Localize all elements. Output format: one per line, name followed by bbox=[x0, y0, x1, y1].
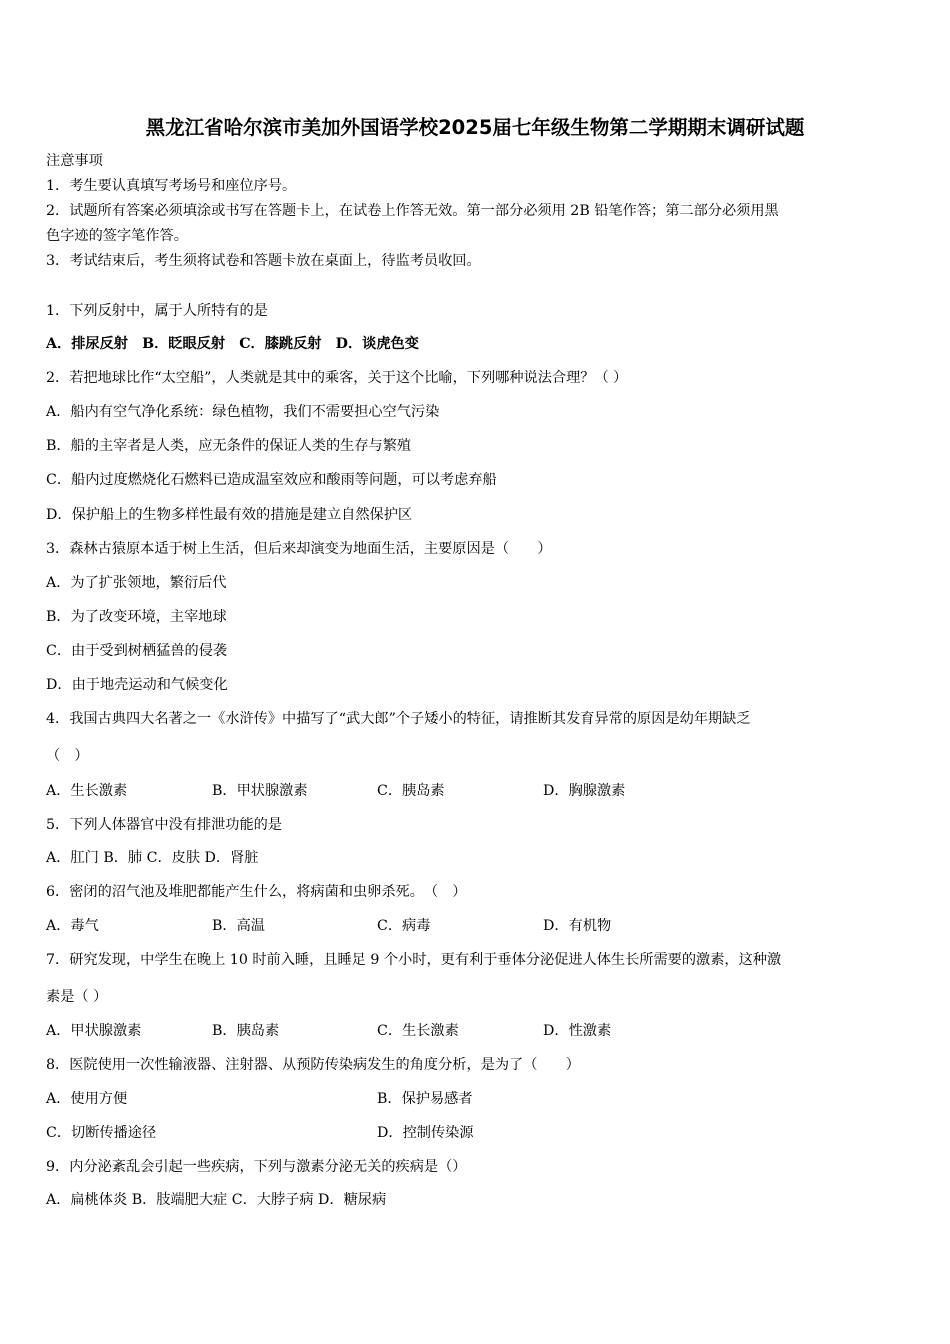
question-stem: 6．密闭的沼气池及堆肥都能产生什么，将病菌和虫卵杀死。 （ ） bbox=[46, 884, 467, 900]
question-options-row bbox=[46, 778, 906, 804]
notice-item: 2．试题所有答案必须填涂或书写在答题卡上，在试卷上作答无效。第一部分必须用 2B 铅笔作答；第二部分必须用黑 bbox=[46, 203, 779, 219]
question-option: A．为了扩张领地，繁衍后代 bbox=[46, 575, 227, 591]
question-stem-continued: 素是（ ） bbox=[46, 989, 108, 1005]
question-option: D．性激素 bbox=[543, 1023, 612, 1039]
question-stem: 7．研究发现，中学生在晚上 10 时前入睡，且睡足 9 个小时，更有利于垂体分泌促进人体生长所需要的激素，这种激 bbox=[46, 952, 782, 968]
question-stem: 2．若把地球比作“太空船”，人类就是其中的乘客，关于这个比喻，下列哪种说法合理？（ ） bbox=[46, 370, 628, 386]
question-option: A．甲状腺激素 bbox=[46, 1023, 142, 1039]
question-option: B．保护易感者 bbox=[377, 1091, 473, 1107]
question-options: A．排尿反射 B．眨眼反射 C．膝跳反射 D．谈虎色变 bbox=[46, 336, 419, 352]
question-options: A．扁桃体炎 B．肢端肥大症 C．大脖子病 D．糖尿病 bbox=[46, 1192, 387, 1208]
question-option: C．病毒 bbox=[377, 918, 431, 934]
question-option: B．甲状腺激素 bbox=[212, 783, 308, 799]
question-option: B．船的主宰者是人类，应无条件的保证人类的生存与繁殖 bbox=[46, 438, 412, 454]
question-option: C．切断传播途径 bbox=[46, 1125, 157, 1141]
question-stem: 5．下列人体器官中没有排泄功能的是 bbox=[46, 817, 283, 833]
question-stem: 1．下列反射中，属于人所特有的是 bbox=[46, 303, 268, 319]
question-option: C．生长激素 bbox=[377, 1023, 459, 1039]
question-option: B．胰岛素 bbox=[212, 1023, 280, 1039]
question-options-row bbox=[46, 1086, 906, 1112]
question-option: D．控制传染源 bbox=[377, 1125, 474, 1141]
question-option: A．生长激素 bbox=[46, 783, 128, 799]
question-option: C．由于受到树栖猛兽的侵袭 bbox=[46, 643, 228, 659]
question-option: A．船内有空气净化系统：绿色植物，我们不需要担心空气污染 bbox=[46, 404, 440, 420]
question-stem: 4．我国古典四大名著之一《水浒传》中描写了“武大郎”个子矮小的特征，请推断其发育异常的原因是幼年期缺乏 bbox=[46, 711, 751, 727]
page-title: 黑龙江省哈尔滨市美加外国语学校2025届七年级生物第二学期期末调研试题 bbox=[145, 116, 805, 139]
question-option: A．毒气 bbox=[46, 918, 99, 934]
question-option: C．船内过度燃烧化石燃料已造成温室效应和酸雨等问题，可以考虑弃船 bbox=[46, 472, 497, 488]
question-stem-continued: （ ） bbox=[46, 748, 89, 764]
question-options-row bbox=[46, 1120, 906, 1146]
question-options-row bbox=[46, 913, 906, 939]
question-options-row bbox=[46, 1018, 906, 1044]
notice-item: 3．考试结束后，考生须将试卷和答题卡放在桌面上，待监考员收回。 bbox=[46, 253, 481, 269]
question-option: C．胰岛素 bbox=[377, 783, 445, 799]
question-option: D．胸腺激素 bbox=[543, 783, 626, 799]
question-option: D．有机物 bbox=[543, 918, 612, 934]
question-option: B．为了改变环境，主宰地球 bbox=[46, 609, 227, 625]
question-stem: 8．医院使用一次性输液器、注射器、从预防传染病发生的角度分析，是为了（ ） bbox=[46, 1057, 580, 1073]
question-option: B．高温 bbox=[212, 918, 265, 934]
question-stem: 3．森林古猿原本适于树上生活，但后来却演变为地面生活，主要原因是（ ） bbox=[46, 541, 552, 557]
question-option: D．保护船上的生物多样性最有效的措施是建立自然保护区 bbox=[46, 507, 413, 523]
notice-item: 1．考生要认真填写考场号和座位序号。 bbox=[46, 178, 297, 194]
notice-heading: 注意事项 bbox=[46, 153, 103, 169]
question-option: A．使用方便 bbox=[46, 1091, 128, 1107]
question-option: D．由于地壳运动和气候变化 bbox=[46, 677, 228, 693]
question-options: A．肛门 B．肺 C．皮肤 D．肾脏 bbox=[46, 850, 259, 866]
notice-item: 色字迹的签字笔作答。 bbox=[46, 228, 188, 244]
question-stem: 9．内分泌紊乱会引起一些疾病，下列与激素分泌无关的疾病是（） bbox=[46, 1159, 467, 1175]
